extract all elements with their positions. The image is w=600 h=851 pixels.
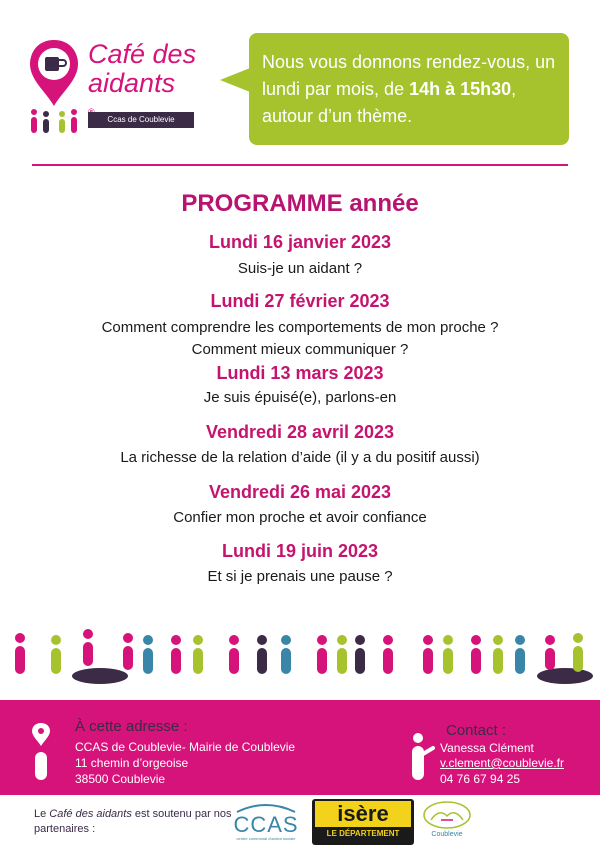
cafe-logo-icon <box>26 38 82 138</box>
session-topic: La richesse de la relation d’aide (il y a du positif aussi) <box>120 449 480 466</box>
logo-title-line1: Café des <box>88 39 197 69</box>
bubble-text <box>262 49 562 130</box>
contact-title: Contact : <box>446 722 507 739</box>
session-date: Vendredi 28 avril 2023 <box>205 422 395 442</box>
session-topic: Je suis épuisé(e), parlons-en <box>203 389 397 406</box>
logo-subtitle: Ccas de Coublevie <box>88 112 194 128</box>
address-line: 11 chemin d’orgeoise <box>75 756 189 770</box>
isere-label: isère <box>315 801 411 827</box>
session-date: Lundi 16 janvier 2023 <box>208 232 392 252</box>
session-topic: Confier mon proche et avoir confiance <box>173 509 427 526</box>
speech-bubble-tail <box>220 68 250 92</box>
session-topic: Comment comprendre les comportements de mon proche ? <box>101 319 499 336</box>
ccas-sublabel: centre communal d'action sociale <box>236 836 296 841</box>
programme-title: PROGRAMME année <box>181 190 419 217</box>
contact-phone: 04 76 67 94 25 <box>440 772 521 786</box>
coublevie-emblem-icon <box>421 800 473 830</box>
partners-text-suffix: est soutenu par nos partenaires : <box>34 808 232 835</box>
logo-title-line2: aidants <box>88 68 176 98</box>
contact-email-link[interactable]: v.clement@coublevie.fr <box>440 756 565 770</box>
contact-name: Vanessa Clément <box>440 741 534 755</box>
ccas-logo <box>233 800 299 844</box>
coublevie-label: Coublevie <box>431 831 463 838</box>
address-person-icon <box>30 722 52 780</box>
session-topic: Suis-je un aidant ? <box>237 260 363 277</box>
isere-sublabel: LE DÉPARTEMENT <box>326 829 400 838</box>
address-line: 38500 Coublevie <box>75 772 166 786</box>
bubble-time-start: 14h <box>409 79 441 99</box>
bubble-text-intro: Nous vous donnons rendez-vous, un lundi par mois, de <box>262 52 556 99</box>
people-group-icon <box>15 629 593 684</box>
header-divider <box>32 164 568 166</box>
isere-logo <box>312 799 414 845</box>
ccas-label: CCAS <box>233 812 299 837</box>
bubble-text-mid: à <box>440 79 461 99</box>
address-title: À cette adresse : <box>75 718 188 735</box>
bubble-text-outro: , autour d’un thème. <box>262 79 517 126</box>
session-date: Lundi 27 février 2023 <box>210 291 390 311</box>
coublevie-logo <box>421 800 473 844</box>
partners-text-italic: Café des aidants <box>49 808 132 820</box>
session-date: Lundi 19 juin 2023 <box>221 541 379 561</box>
people-illustration <box>0 628 600 688</box>
session-date: Lundi 13 mars 2023 <box>216 363 384 383</box>
partners-text <box>34 807 244 837</box>
session-topic: Et si je prenais une pause ? <box>207 568 393 585</box>
partners-text-prefix: Le <box>34 808 50 820</box>
session-topic: Comment mieux communiquer ? <box>191 341 409 358</box>
contact-person-icon <box>407 732 435 780</box>
bubble-time-end: 15h30 <box>460 79 512 99</box>
session-date: Vendredi 26 mai 2023 <box>208 482 392 502</box>
address-line: CCAS de Coublevie- Mairie de Coublevie <box>75 740 296 754</box>
